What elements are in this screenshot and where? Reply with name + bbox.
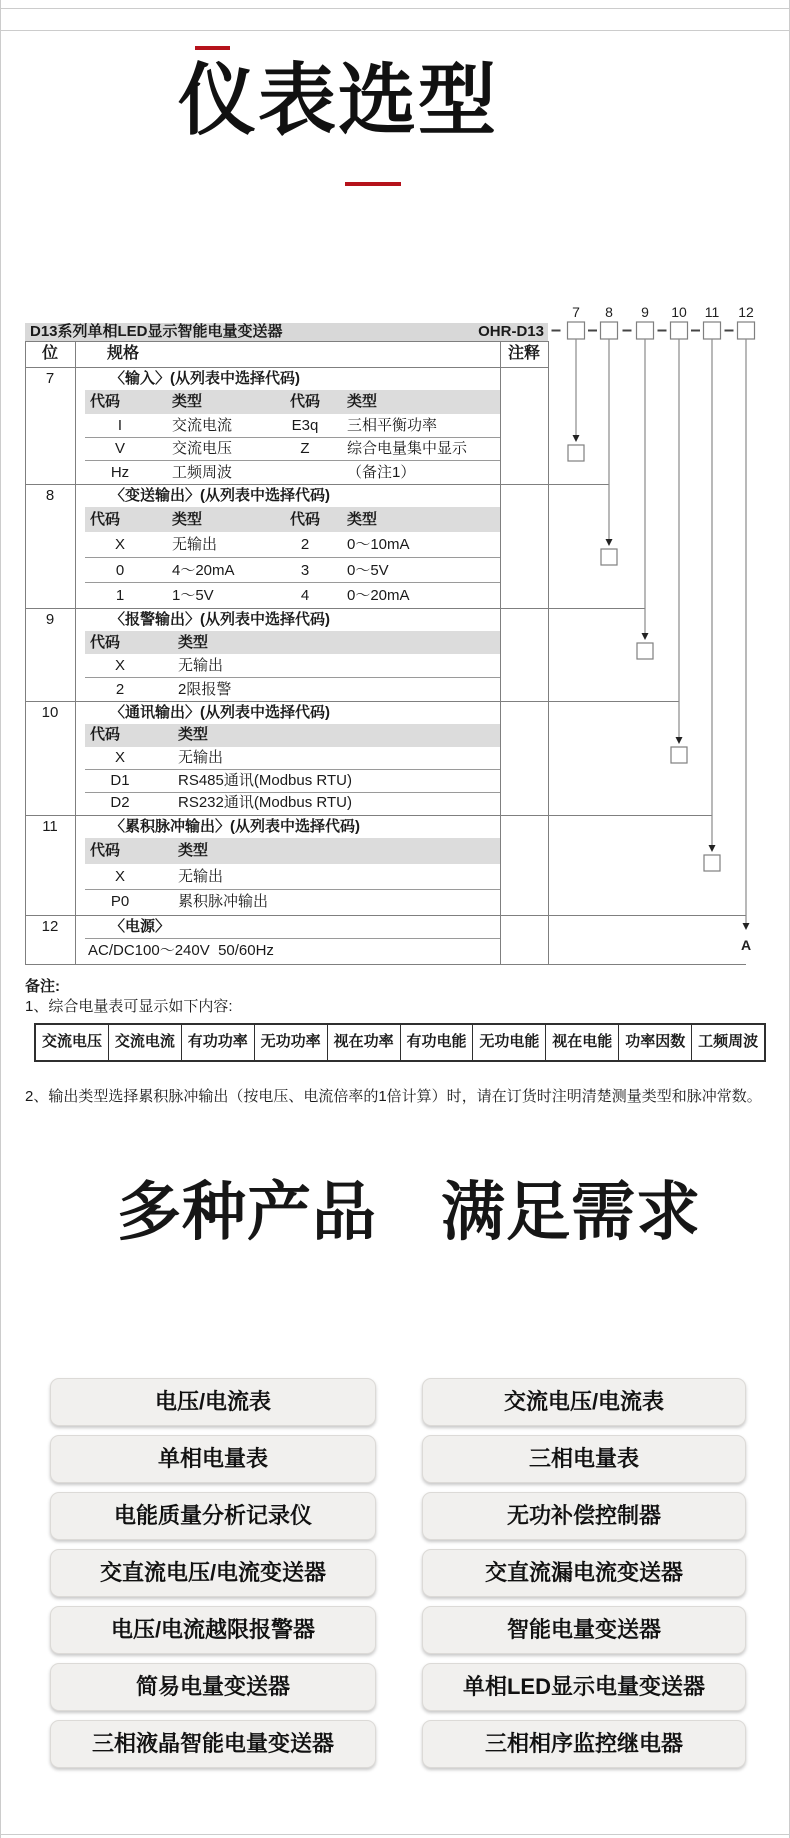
code-dash — [623, 330, 632, 332]
code-subheader: 类型 — [172, 393, 203, 410]
code-cell: P0 — [110, 893, 130, 911]
type-cell: RS485通讯(Modbus RTU) — [178, 771, 352, 789]
display-item-cell: 有功电能 — [401, 1025, 474, 1060]
code-dash — [588, 330, 597, 332]
code-cell: X — [114, 536, 125, 554]
code-cell: Z — [300, 440, 310, 457]
page-border-bottom — [0, 1834, 790, 1835]
display-item-cell: 交流电流 — [109, 1025, 182, 1060]
type-cell: 0～20mA — [347, 586, 410, 604]
product-button[interactable]: 单相电量表 — [50, 1435, 376, 1483]
code-dash — [691, 330, 700, 332]
product-button[interactable]: 三相液晶智能电量变送器 — [50, 1720, 376, 1768]
display-item-cell: 视在电能 — [546, 1025, 619, 1060]
code-digit: 11 — [704, 304, 720, 320]
model-prefix: OHR-D13 — [478, 323, 544, 340]
section-position: 7 — [45, 370, 55, 387]
products-section — [0, 1140, 790, 1830]
section-label: 〈报警输出〉(从列表中选择代码) — [110, 611, 330, 628]
table-horizontal-border — [25, 815, 712, 816]
code-subheader: 代码 — [90, 842, 121, 859]
type-cell: 无输出 — [172, 536, 218, 554]
product-button[interactable]: 智能电量变送器 — [422, 1606, 746, 1654]
code-cell: 3 — [300, 561, 310, 579]
arrow-down-icon — [642, 633, 649, 640]
arrow-down-icon — [743, 923, 750, 930]
section-position: 8 — [45, 487, 55, 504]
code-end-box — [704, 855, 720, 871]
code-box — [637, 322, 654, 339]
section-label: 〈电源〉 — [110, 918, 171, 935]
type-cell: 1～5V — [172, 586, 214, 604]
table-vertical-border — [25, 341, 26, 964]
section-position: 12 — [41, 918, 59, 935]
code-cell: X — [114, 867, 125, 885]
model-selection-table — [0, 300, 790, 964]
product-button[interactable]: 电压/电流越限报警器 — [50, 1606, 376, 1654]
code-dash — [725, 330, 734, 332]
table-horizontal-border — [25, 964, 746, 965]
column-header-spec: 规格 — [107, 345, 140, 362]
code-dash — [658, 330, 667, 332]
code-subheader: 代码 — [90, 393, 121, 410]
column-header-position: 位 — [41, 345, 58, 362]
code-subheader: 类型 — [172, 511, 203, 528]
note-1-text: 1、综合电量表可显示如下内容: — [25, 998, 233, 1015]
code-cell: 4 — [300, 586, 310, 604]
code-box — [704, 322, 721, 339]
code-end-box — [568, 445, 584, 461]
display-item-cell: 工频周波 — [698, 1033, 759, 1050]
page-header — [0, 42, 790, 207]
code-subheader: 代码 — [290, 511, 321, 528]
code-cell: D1 — [110, 771, 130, 789]
section-position: 11 — [42, 818, 58, 835]
code-cell: X — [114, 748, 125, 766]
section-position: 10 — [41, 704, 59, 721]
page-title: 仪表选型 — [177, 56, 498, 144]
code-subheader: 代码 — [90, 634, 121, 651]
power-code-letter: A — [740, 937, 752, 953]
table-horizontal-border — [25, 341, 548, 342]
code-cell: E3q — [291, 416, 319, 434]
code-subheader: 代码 — [290, 393, 321, 410]
type-cell: 0～5V — [347, 561, 389, 579]
type-cell: 0～10mA — [347, 536, 410, 554]
type-cell: 交流电流 — [172, 416, 233, 434]
table-horizontal-border — [25, 484, 609, 485]
table-horizontal-border — [25, 608, 645, 609]
code-cell: 1 — [115, 586, 125, 604]
type-cell: 交流电压 — [172, 440, 233, 457]
display-item-cell: 无功功率 — [255, 1025, 328, 1060]
display-item-cell: 视在功率 — [328, 1025, 401, 1060]
type-cell: RS232通讯(Modbus RTU) — [178, 794, 352, 812]
table-vertical-border — [75, 341, 76, 964]
arrow-down-icon — [676, 737, 683, 744]
code-cell: 2 — [300, 536, 310, 554]
product-button[interactable]: 交直流漏电流变送器 — [422, 1549, 746, 1597]
type-cell: 无输出 — [178, 657, 224, 675]
type-cell: 工频周波 — [172, 463, 233, 481]
notes-heading: 备注: — [25, 978, 60, 995]
code-digit: 9 — [641, 304, 649, 320]
column-header-note: 注释 — [507, 345, 540, 362]
code-digit: 7 — [572, 304, 580, 320]
code-subheader: 代码 — [90, 726, 121, 743]
table-horizontal-border — [25, 915, 746, 916]
code-box — [601, 322, 618, 339]
type-cell: 无输出 — [178, 748, 224, 766]
code-box — [738, 322, 755, 339]
arrow-down-icon — [709, 845, 716, 852]
title-accent-bottom-dash — [345, 182, 401, 186]
products-heading-right: 满足需求 — [441, 1176, 701, 1248]
display-items-table — [34, 1023, 766, 1062]
section-label: 〈通讯输出〉(从列表中选择代码) — [110, 704, 330, 721]
code-subheader: 类型 — [178, 726, 209, 743]
type-cell: 2限报警 — [178, 680, 232, 698]
code-digit: 10 — [671, 304, 687, 320]
type-cell: 4～20mA — [172, 561, 235, 579]
code-subheader-band — [85, 631, 500, 654]
page-border-top-inner — [0, 30, 790, 31]
section-position: 9 — [45, 611, 55, 628]
product-button[interactable]: 三相相序监控继电器 — [422, 1720, 746, 1768]
display-item-cell: 功率因数 — [619, 1025, 692, 1060]
type-cell: （备注1） — [347, 463, 416, 481]
code-digit: 8 — [605, 304, 613, 320]
code-end-box — [671, 747, 687, 763]
arrow-down-icon — [606, 539, 613, 546]
code-digit: 12 — [738, 304, 754, 320]
product-button[interactable]: 电能质量分析记录仪 — [50, 1492, 376, 1540]
product-button[interactable]: 交直流电压/电流变送器 — [50, 1549, 376, 1597]
product-button[interactable]: 电压/电流表 — [50, 1378, 376, 1426]
series-title: D13系列单相LED显示智能电量变送器 — [30, 323, 283, 340]
product-button[interactable]: 交流电压/电流表 — [422, 1378, 746, 1426]
code-cell: V — [114, 440, 125, 457]
table-vertical-border — [500, 341, 501, 964]
code-subheader: 类型 — [347, 511, 378, 528]
type-cell: 累积脉冲输出 — [178, 893, 269, 911]
type-cell: 无输出 — [178, 867, 224, 885]
code-subheader: 类型 — [347, 393, 378, 410]
section-label: 〈输入〉(从列表中选择代码) — [110, 370, 300, 387]
code-cell: 2 — [115, 680, 125, 698]
note-2-text: 2、输出类型选择累积脉冲输出（按电压、电流倍率的1倍计算）时，请在订货时注明清楚测量类型和脉冲常数。 — [25, 1088, 762, 1105]
code-end-box — [601, 549, 617, 565]
code-subheader: 代码 — [90, 511, 121, 528]
table-vertical-border — [548, 341, 549, 964]
notes-section — [0, 975, 790, 1125]
code-subheader-band — [85, 838, 500, 864]
code-subheader: 类型 — [178, 842, 209, 859]
code-cell: Hz — [110, 463, 130, 481]
product-button[interactable]: 单相LED显示电量变送器 — [422, 1663, 746, 1711]
display-item-cell: 交流电压 — [36, 1025, 109, 1060]
display-item-cell: 无功电能 — [473, 1025, 546, 1060]
code-cell: I — [117, 416, 123, 434]
code-subheader: 类型 — [178, 634, 209, 651]
product-button[interactable]: 无功补偿控制器 — [422, 1492, 746, 1540]
product-button[interactable]: 三相电量表 — [422, 1435, 746, 1483]
section-label: 〈变送输出〉(从列表中选择代码) — [110, 487, 330, 504]
code-dash — [552, 330, 561, 332]
code-box — [671, 322, 688, 339]
product-button-grid — [0, 1140, 790, 1830]
code-cell: D2 — [110, 794, 130, 812]
products-heading-left: 多种产品 — [117, 1176, 377, 1248]
code-cell: X — [114, 657, 125, 675]
table-horizontal-border — [25, 701, 679, 702]
arrow-down-icon — [573, 435, 580, 442]
table-horizontal-border — [25, 367, 548, 368]
code-box — [568, 322, 585, 339]
type-cell: 三相平衡功率 — [347, 416, 438, 434]
code-subheader-band — [85, 724, 500, 747]
display-item-cell: 有功功率 — [182, 1025, 255, 1060]
page-border-top-outer — [0, 8, 790, 9]
product-button[interactable]: 简易电量变送器 — [50, 1663, 376, 1711]
code-cell: 0 — [115, 561, 125, 579]
type-cell: 综合电量集中显示 — [347, 440, 468, 457]
section-label: 〈累积脉冲输出〉(从列表中选择代码) — [110, 818, 360, 835]
code-end-box — [637, 643, 653, 659]
power-spec-cell: AC/DC100～240V 50/60Hz — [88, 942, 274, 959]
